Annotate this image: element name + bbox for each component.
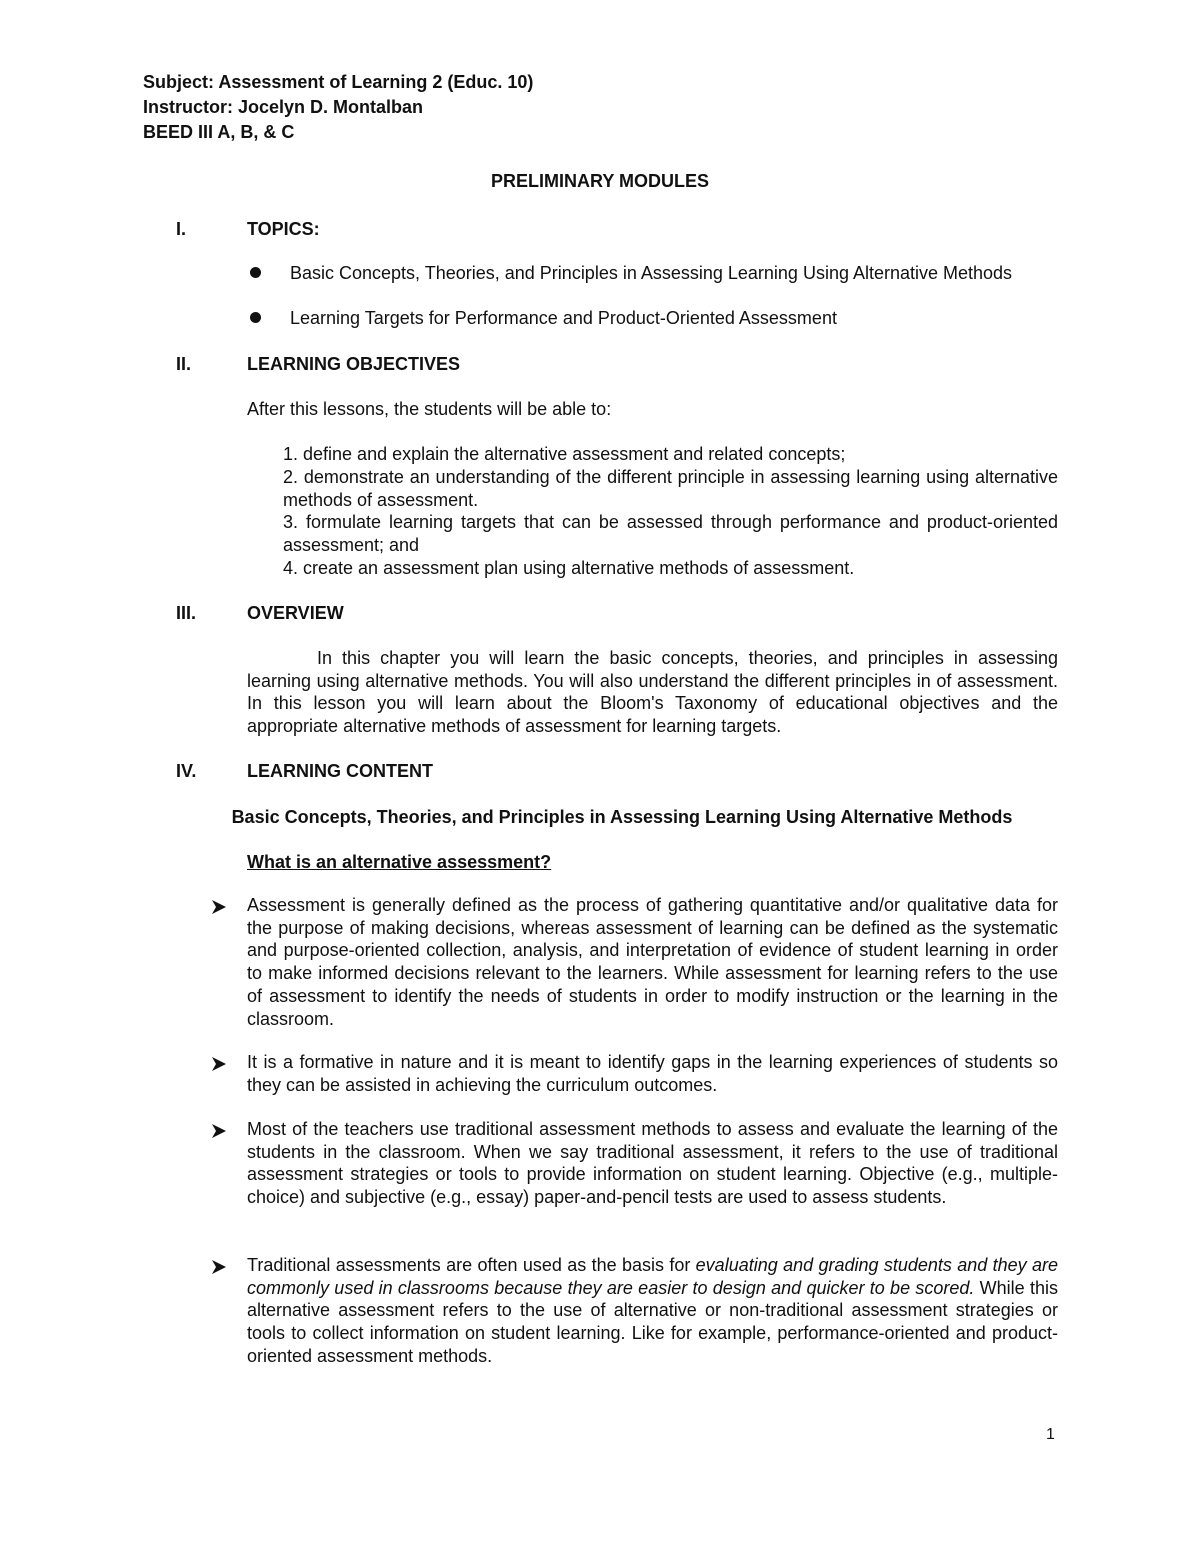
- objectives-intro: After this lessons, the students will be able to:: [247, 399, 612, 419]
- overview-paragraph: In this chapter you will learn the basic concepts, theories, and principles in assessing learning using alternative methods. You will also understand the different principles in of assessment. In this lesson you will learn about the Bloom's Taxonomy of educational objectives and the appropriate alternative methods of assessment for learning targets.: [247, 648, 1058, 737]
- subject-line: Subject: Assessment of Learning 2 (Educ. 10): [143, 72, 534, 92]
- content-numeral: IV.: [176, 761, 197, 781]
- instructor-line: Instructor: Jocelyn D. Montalban: [143, 97, 424, 117]
- section-line: BEED III A, B, & C: [143, 122, 295, 142]
- content-point: Assessment is generally defined as the process of gathering quantitative and/or qualitative data for the purpose of making decisions, whereas assessment of learning can be defined as the systematic and purpose-oriented collection, analysis, and interpretation of evidence of student learning in order to make informed decisions relevant to the learners. While assessment for learning refers to the use of assessment to identify the needs of students in order to modify instruction or the learning in the classroom.: [247, 895, 1058, 1029]
- content-heading: LEARNING CONTENT: [247, 761, 433, 781]
- arrow-bullet-icon: [210, 898, 228, 916]
- objective-item: 3. formulate learning targets that can be assessed through performance and product-oriented assessment; and: [283, 512, 1058, 555]
- overview-numeral: III.: [176, 603, 197, 623]
- topic-item: Basic Concepts, Theories, and Principles in Assessing Learning Using Alternative Methods: [290, 263, 1013, 283]
- topic-item: Learning Targets for Performance and Product-Oriented Assessment: [290, 308, 837, 328]
- topics-heading: TOPICS:: [247, 219, 320, 239]
- arrow-bullet-icon: [210, 1122, 228, 1140]
- page-number: 1: [1046, 1426, 1055, 1443]
- objective-item: 2. demonstrate an understanding of the different principle in assessing learning using alternative methods of assessment.: [283, 467, 1058, 510]
- page-title: PRELIMINARY MODULES: [490, 171, 709, 191]
- topics-numeral: I.: [176, 219, 187, 239]
- question-heading: What is an alternative assessment?: [247, 852, 552, 872]
- objectives-heading: LEARNING OBJECTIVES: [247, 354, 461, 374]
- overview-heading: OVERVIEW: [247, 603, 344, 623]
- content-point: [247, 1254, 1058, 1368]
- point4-tail: While this alternative assessment refers to the use of alternative or non-traditional assessment strategies or tools to collect information on student learning. Like for example, performance-oriented and product-oriented assessment methods.: [247, 1277, 1058, 1366]
- content-point: Most of the teachers use traditional assessment methods to assess and evaluate the learning of the students in the classroom. When we say traditional assessment, it refers to the use of traditional assessment strategies or tools to provide information on student learning. Objective (e.g., multiple-choice) and subjective (e.g., essay) paper-and-pencil tests are used to assess students.: [247, 1119, 1058, 1208]
- bullet-icon: [250, 312, 261, 323]
- content-point: It is a formative in nature and it is meant to identify gaps in the learning experiences of students so they can be assisted in achieving the curriculum outcomes.: [247, 1052, 1058, 1095]
- objective-item: 4. create an assessment plan using alternative methods of assessment.: [283, 558, 855, 578]
- bullet-icon: [250, 267, 261, 278]
- objective-item: 1. define and explain the alternative assessment and related concepts;: [283, 444, 846, 464]
- arrow-bullet-icon: [210, 1258, 228, 1276]
- point4-italic: evaluating and grading students and they are commonly used in classrooms because they are easier to design and quicker to be scored.: [247, 1255, 1059, 1298]
- arrow-bullet-icon: [210, 1055, 228, 1073]
- point4-lead: Traditional assessments are often used as the basis for: [247, 1255, 696, 1275]
- objectives-numeral: II.: [176, 354, 192, 374]
- content-subtitle: Basic Concepts, Theories, and Principles in Assessing Learning Using Alternative Methods: [231, 807, 1013, 827]
